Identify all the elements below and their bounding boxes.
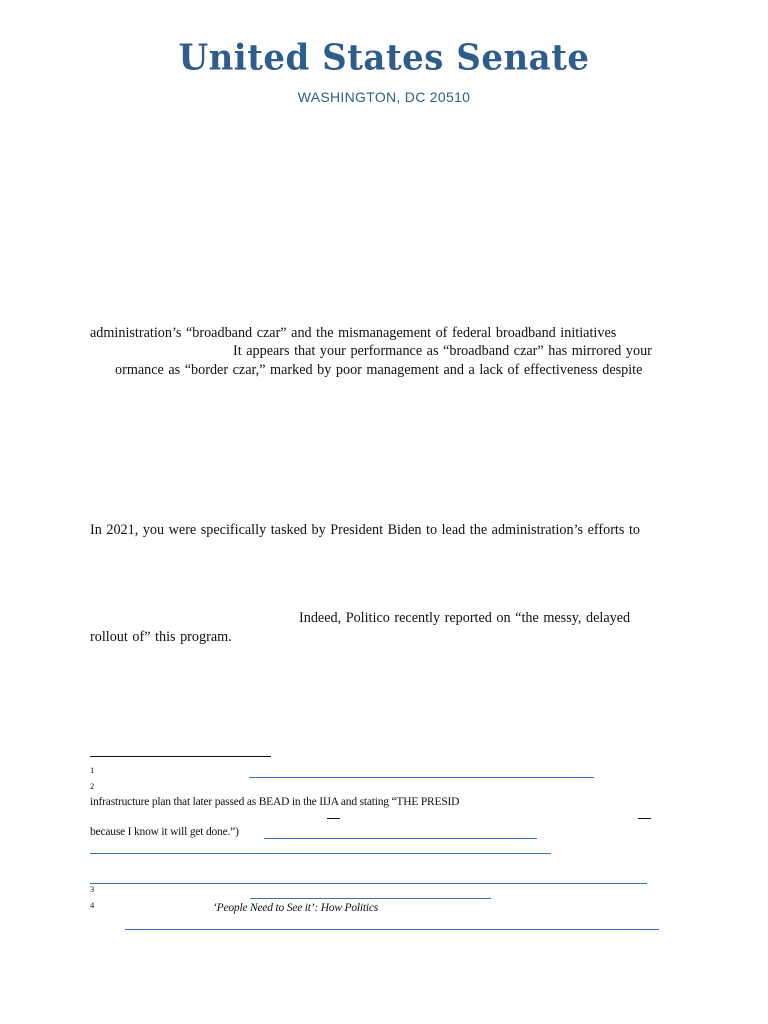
footnote-2-link-1[interactable] [264,838,537,839]
body-line-4: In 2021, you were specifically tasked by President Biden to lead the administration’s efforts to [90,522,640,538]
footnote-1-link[interactable] [249,777,594,778]
footnote-4-link[interactable] [125,929,659,930]
footnote-number-2: 2 [90,781,95,791]
body-line-6: rollout of” this program. [90,629,232,645]
body-line-1: administration’s “broadband czar” and the mismanagement of federal broadband initiatives [90,325,617,341]
body-line-5: Indeed, Politico recently reported on “the messy, delayed [299,610,631,626]
footnote-number-4: 4 [90,900,95,910]
footnote-2-link-3[interactable] [90,883,647,884]
footnote-number-1: 1 [90,765,95,775]
senate-address: WASHINGTON, DC 20510 [297,89,471,105]
footnote-3-link[interactable] [250,898,491,899]
body-line-2: It appears that your performance as “broadband czar” has mirrored your [233,343,652,359]
footnote-2-line-1: infrastructure plan that later passed as BEAD in the IIJA and stating “THE PRESID [90,796,460,808]
footnote-separator [90,756,271,757]
footnote-number-3: 3 [90,884,95,894]
senate-title: United States Senate [178,37,590,79]
footnote-2-dash-1 [327,818,340,819]
footnote-2-link-2[interactable] [90,853,551,854]
footnote-2-dash-2 [638,818,651,819]
footnote-4-title: ‘People Need to See it’: How Politics [213,902,379,914]
body-line-3: ormance as “border czar,” marked by poor management and a lack of effectiveness despite [115,362,643,378]
footnote-2-line-3: because I know it will get done.”) [90,826,239,838]
